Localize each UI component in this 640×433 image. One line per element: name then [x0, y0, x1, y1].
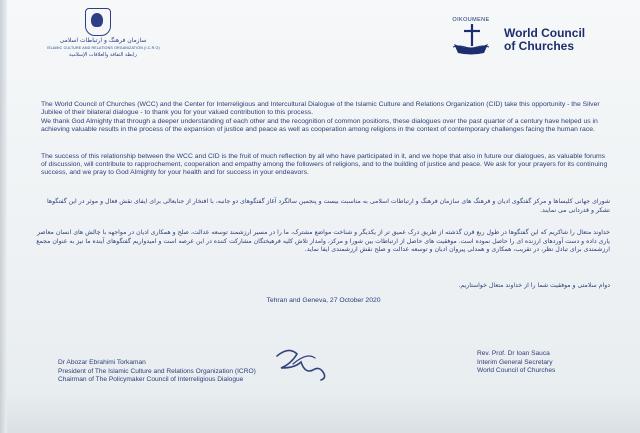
wcc-name: [504, 27, 585, 53]
wcc-name-line1: World Council: [504, 26, 586, 40]
persian-paragraph: خداوند متعال را شاکریم که این گفتگوها در طول ربع قرن گذشته از طریق درک عمیق تر از یکدیگر و شناخت مواضع مشترک، ما را در مسیر ارزشمند توسعه عدالت، صلح و همکاری ادیان در مواجهه با چالش های انسان معاصر یاری داده و دست آوردهای ارزنده ای را حاصل نموده است. موفقیت های حاصل از ارتباطات بین شورا و مرکز، وامدار تلاش کلیه فرهیختگان مشارکت کننده در این عرصه است و امیدواریم گفتگوهای آینده ما نیز به عنوان مجمع ارزشمندی برای تبادل نظر، در تقریب، همکاری و همدلی پیروان ادیان و توسعه عدالت و صلح نقش ارزشمندی ایفا نماید.: [36, 229, 610, 254]
wcc-name-line2: of Churches: [504, 39, 575, 53]
icro-english-name: ISLAMIC CULTURE AND RELATIONS ORGANIZATION (I.C.R.O): [47, 46, 160, 50]
wcc-logo: [447, 14, 627, 59]
wcc-oikoumene-text: OIKOUMENE: [452, 17, 490, 23]
page-edge: [0, 0, 7, 433]
english-paragraph: We thank God Almighty that through a deeper understanding of each other and the recognition of common positions, these dialogues over the past quarter of a century have helped us in achieving valuable results in the process of the expansion of justice and peace as well as cooperation among religions in the context of contemporary challenges facing the human race.: [41, 118, 598, 134]
icro-emblem-icon: [85, 8, 111, 36]
icro-persian-name: سازمان فرهنگ و ارتباطات اسلامی: [59, 37, 147, 44]
persian-paragraph: شورای جهانی کلیساها و مرکز گفتگوی ادیان و فرهنگ های سازمان فرهنگ و ارتباطات اسلامی به مناسبت بیست و پنجمین سالگرد آغاز گفتگوهای دو جانبه، با افتخار از جنابعالی برای ایفای نقش فعال و موثر در این گفتگوها تشکر و قدردانی می نمایند.: [46, 198, 610, 214]
wcc-boat-cross-icon: [451, 22, 491, 56]
signatory-left: [58, 359, 256, 385]
letter-page: [7, 0, 640, 433]
english-paragraph: The success of this relationship between the WCC and CID is the fruit of much reflection by all who have participated in it, and we hope that also in future our dialogues, as valuable forums of discussion, will contribute to rapprochement, cooperation and empathy among the followers of religions, and to the building of justice and peace. We ask for your prayers for its continuing success, and we pray to God Almighty for your health and for success in your endeavors.: [41, 153, 608, 177]
signatory-title: Chairman of The Policymaker Council of Interreligious Dialogue: [58, 376, 244, 384]
signatory-title: President of The Islamic Culture and Relations Organization (ICRO): [58, 367, 256, 375]
signatory-title: Interim General Secretary: [477, 358, 553, 366]
paper-shadow: [7, 392, 640, 433]
signatory-name: Rev. Prof. Dr Ioan Sauca: [477, 350, 550, 357]
handwritten-signature: [267, 344, 337, 384]
signatory-name: Dr Abozar Ebrahimi Torkaman: [58, 359, 146, 366]
signatory-title: World Council of Churches: [477, 367, 556, 375]
signatory-right: [477, 350, 555, 376]
english-paragraph: The World Council of Churches (WCC) and the Center for Interreligious and Intercultural Dialogue of the Islamic Culture and Relations Organization (CID) take this opportunity - the Silver Jubilee of their bilateral dialogue - to thank you for your valued contribution to this process.: [41, 101, 600, 117]
icro-logo: [47, 8, 160, 63]
icro-arabic-name: رابطة الثقافة والعلاقات الإسلامية: [69, 52, 137, 58]
persian-paragraph: دوام سلامتی و موفقیت شما را از خداوند متعال خواستاریم.: [458, 282, 610, 289]
date-line: Tehran and Geneva, 27 October 2020: [266, 297, 381, 304]
